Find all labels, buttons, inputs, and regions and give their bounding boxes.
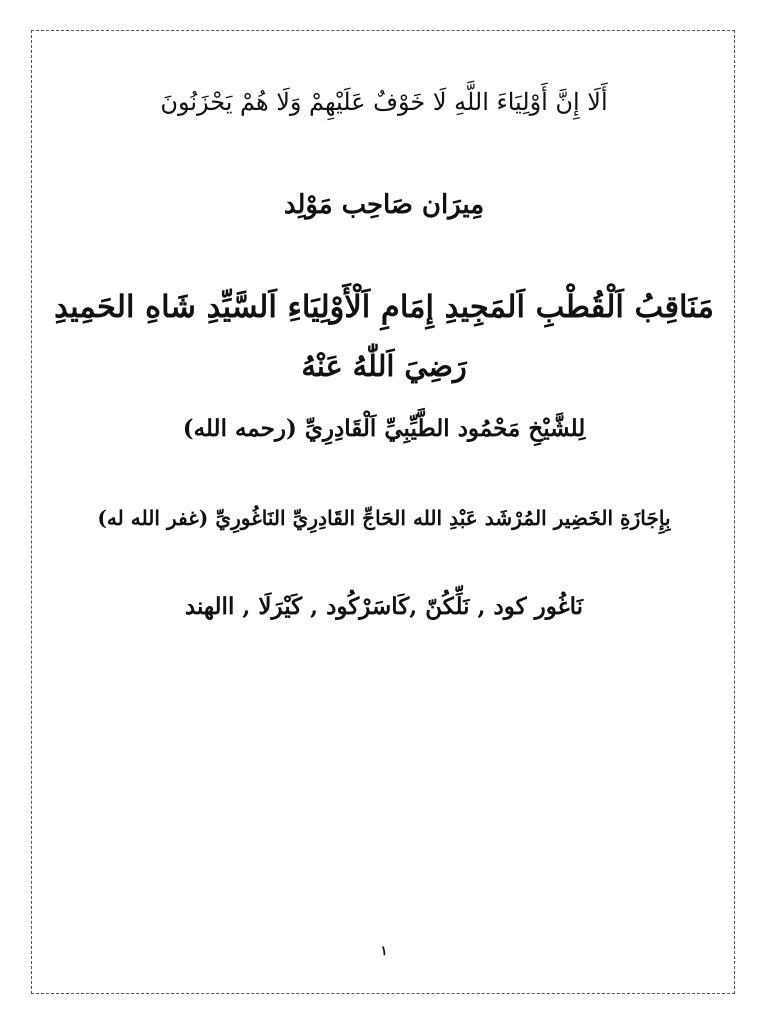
place-line: نَاغُور كود , نَلِّكُنّ ,كَاسَرْكُود , كَيْرَلَا , االهند xyxy=(184,593,584,620)
author-line: لِلشَّيْخِ مَحْمُود الطَّيِّبِيِّ اَلْقَادِرِيِّ (رحمه الله) xyxy=(182,415,586,442)
main-title-continuation: رَضِيَ اَللّٰهُ عَنْهُ xyxy=(301,349,467,383)
mawlid-title: مِيرَان صَاحِب مَوْلِد xyxy=(283,190,485,220)
page-number: ١ xyxy=(380,944,388,959)
quran-verse: أَلَا إِنَّ أَوْلِيَاءَ اللَّهِ لَا خَوْفٌ عَلَيْهِمْ وَلَا هُمْ يَحْزَنُونَ xyxy=(160,88,608,116)
permission-line: بِإِجَازَةِ الخَضِير المُرْشَد عَبْدِ الله الحَاجِّ القَادِرِيِّ النَاغُورِيِّ (غفر الله له) xyxy=(97,506,671,530)
main-title: مَنَاقِبُ اَلْقُطْبِ اَلمَجِيدِ إِمَامِ اَلْأَوْلِيَاءِ اَلسَّيِّدِ شَاهِ الحَمِيدِ xyxy=(54,289,714,325)
